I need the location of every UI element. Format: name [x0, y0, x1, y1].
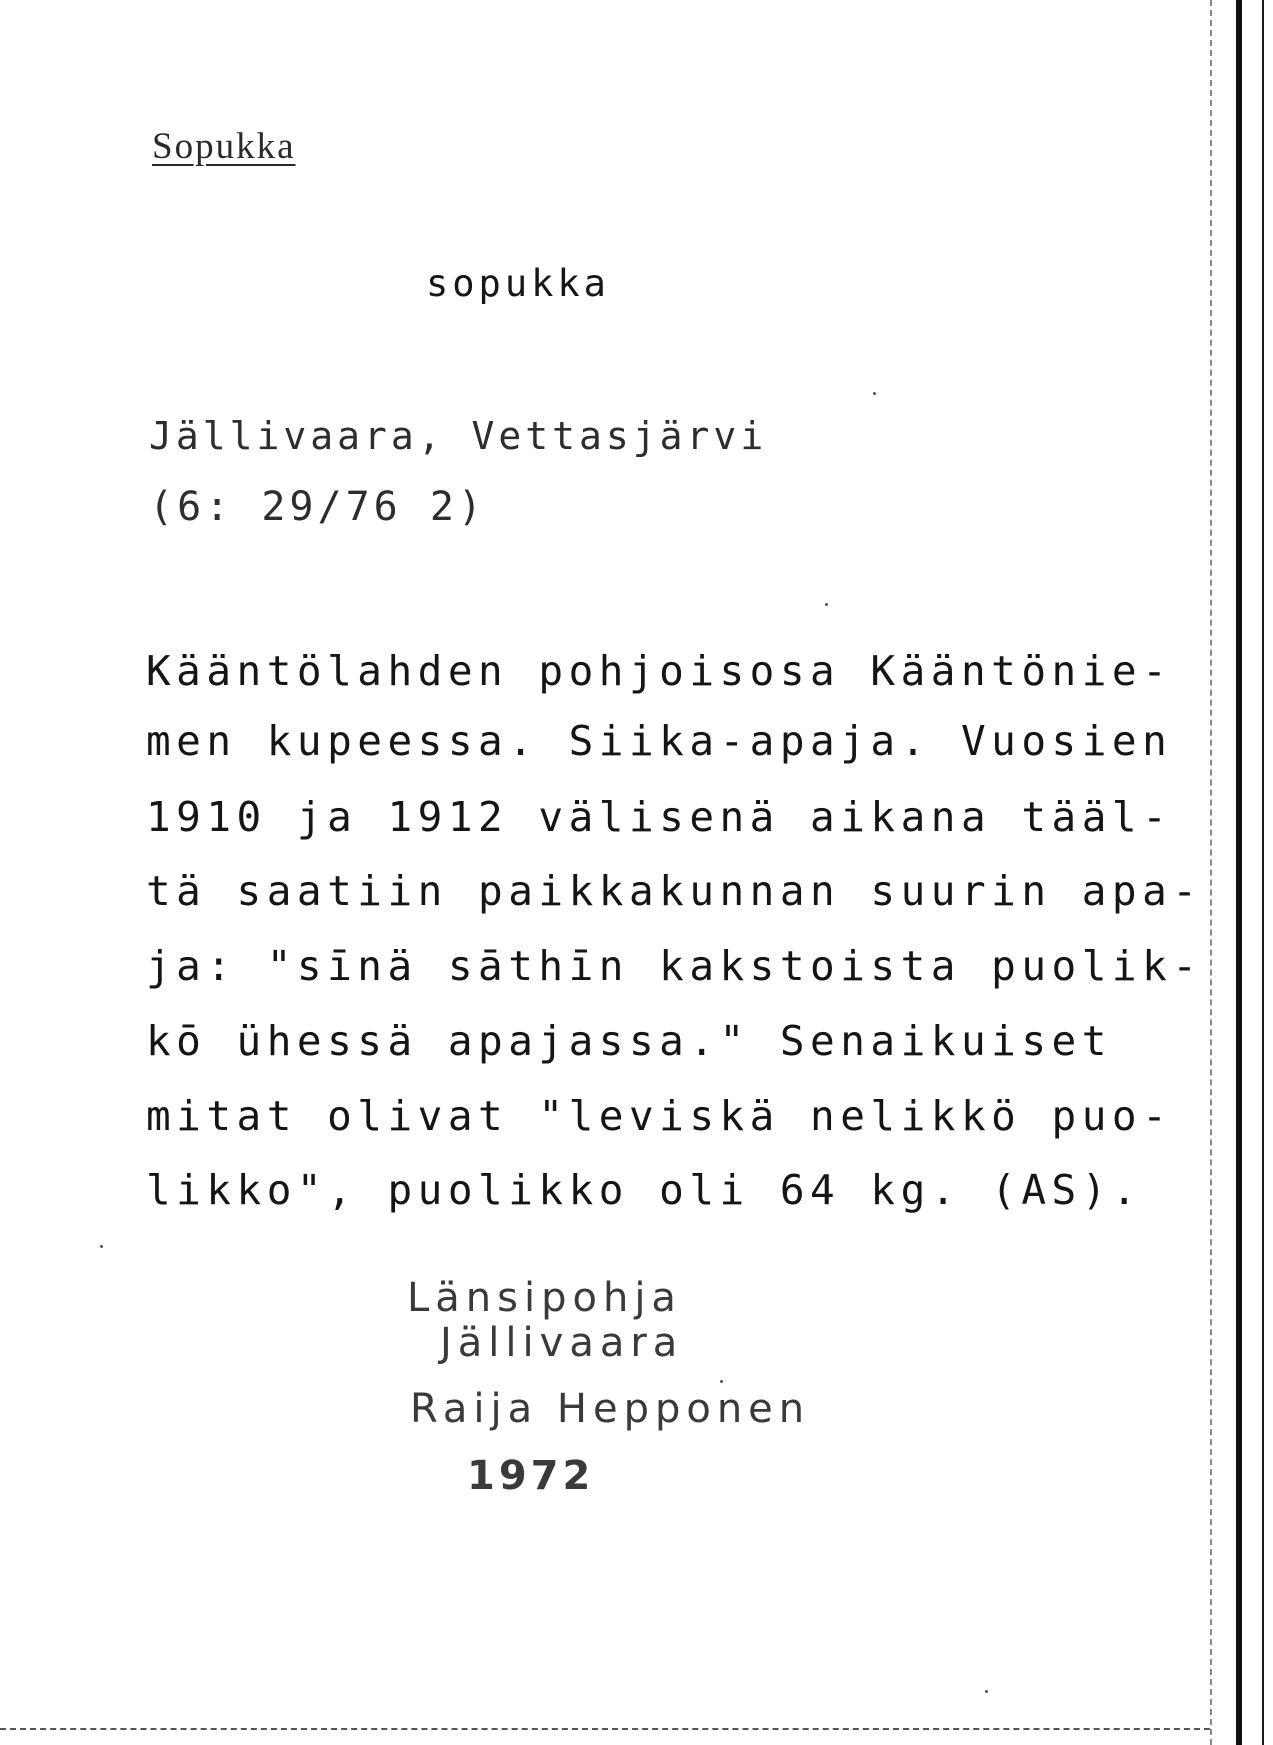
stamp-region: Länsipohja [407, 1275, 682, 1321]
scan-speck [100, 1245, 103, 1248]
scan-speck [873, 392, 876, 395]
scan-speck [720, 1380, 723, 1383]
card-edge-dashed [1210, 0, 1212, 1745]
body-line-4: tä saatiin paikkakunnan suurin apa- [146, 867, 1203, 915]
scan-speck [985, 1690, 988, 1693]
body-line-1: Kääntölahden pohjoisosa Kääntönie- [146, 647, 1173, 695]
place-line: Jällivaara, Vettasjärvi [149, 414, 768, 458]
scan-edge [1262, 0, 1264, 1745]
card-bottom-edge [0, 1728, 1210, 1730]
card-heading: Sopukka [152, 126, 296, 167]
body-line-3: 1910 ja 1912 välisenä aikana tääl- [146, 793, 1173, 841]
stamp-collector: Raija Hepponen [410, 1386, 811, 1432]
term-word: sopukka [426, 262, 610, 305]
scan-speck [825, 603, 828, 606]
card-edge [1236, 0, 1242, 1745]
stamp-locality: Jällivaara [440, 1320, 684, 1366]
body-line-7: mitat olivat "leviskä nelikkö puo- [146, 1092, 1173, 1140]
body-line-5: ja: "sīnä sāthīn kakstoista puolik- [146, 942, 1203, 990]
body-line-6: kō ühessä apajassa." Senaikuiset [146, 1017, 1112, 1065]
stamp-year: 1972 [467, 1453, 595, 1499]
reference-code: (6: 29/76 2) [149, 484, 486, 530]
body-line-2: men kupeessa. Siika-apaja. Vuosien [146, 717, 1173, 765]
body-line-8: likko", puolikko oli 64 kg. (AS). [146, 1166, 1143, 1214]
